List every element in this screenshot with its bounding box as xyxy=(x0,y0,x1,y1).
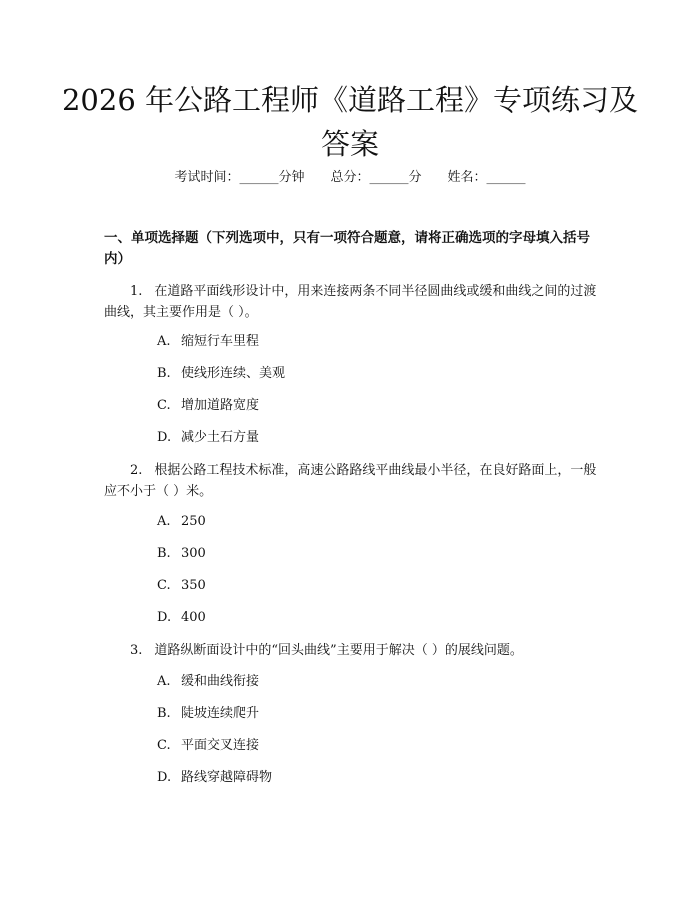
section-heading: 一、单项选择题（下列选项中，只有一项符合题意，请将正确选项的字母填入括号内） xyxy=(104,230,590,267)
option-letter: B. xyxy=(157,546,171,561)
option-text: 300 xyxy=(181,546,206,561)
option-text: 减少土石方量 xyxy=(181,430,260,445)
question-1 xyxy=(104,281,604,323)
option-letter: B. xyxy=(157,366,171,381)
option-2d xyxy=(157,608,206,628)
option-1a xyxy=(157,332,259,352)
exam-time-label: 考试时间：______分钟 xyxy=(174,170,305,185)
option-1d xyxy=(157,428,259,448)
option-text: 平面交叉连接 xyxy=(181,738,260,753)
option-text: 缩短行车里程 xyxy=(181,334,260,349)
option-3b xyxy=(157,704,259,724)
question-text: 根据公路工程技术标准，高速公路路线平曲线最小半径，在良好路面上，一般应不小于（ ）米。 xyxy=(104,463,597,499)
option-letter: A. xyxy=(157,514,171,529)
option-letter: A. xyxy=(157,334,171,349)
option-letter: A. xyxy=(157,674,171,689)
page-title: 2026 年公路工程师《道路工程》专项练习及答案 xyxy=(61,83,639,161)
question-text: 在道路平面线形设计中，用来连接两条不同半径圆曲线或缓和曲线之间的过渡曲线，其主要作用是（ ）。 xyxy=(104,284,597,320)
question-text: 道路纵断面设计中的“回头曲线”主要用于解决（ ）的展线问题。 xyxy=(154,643,523,658)
question-number: 3. xyxy=(130,643,143,658)
option-letter: D. xyxy=(157,770,172,785)
option-2b xyxy=(157,544,206,564)
total-score-label: 总分：______分 xyxy=(330,170,422,185)
option-text: 缓和曲线衔接 xyxy=(181,674,260,689)
option-letter: B. xyxy=(157,706,171,721)
option-2c xyxy=(157,576,206,596)
option-text: 350 xyxy=(181,578,206,593)
question-number: 2. xyxy=(130,463,143,478)
option-letter: D. xyxy=(157,430,172,445)
option-letter: C. xyxy=(157,398,171,413)
option-letter: C. xyxy=(157,738,171,753)
question-number: 1. xyxy=(130,284,143,299)
option-1c xyxy=(157,396,259,416)
option-2a xyxy=(157,512,206,532)
option-text: 路线穿越障碍物 xyxy=(181,770,273,785)
option-text: 400 xyxy=(181,610,206,625)
option-3c xyxy=(157,736,259,756)
option-text: 250 xyxy=(181,514,206,529)
option-letter: C. xyxy=(157,578,171,593)
exam-meta xyxy=(0,168,700,188)
option-1b xyxy=(157,364,285,384)
question-3 xyxy=(104,640,604,661)
question-2 xyxy=(104,460,604,502)
name-label: 姓名：______ xyxy=(447,170,526,185)
option-letter: D. xyxy=(157,610,172,625)
option-text: 增加道路宽度 xyxy=(181,398,260,413)
option-text: 使线形连续、美观 xyxy=(181,366,286,381)
option-3a xyxy=(157,672,259,692)
option-3d xyxy=(157,768,272,788)
option-text: 陡坡连续爬升 xyxy=(181,706,260,721)
